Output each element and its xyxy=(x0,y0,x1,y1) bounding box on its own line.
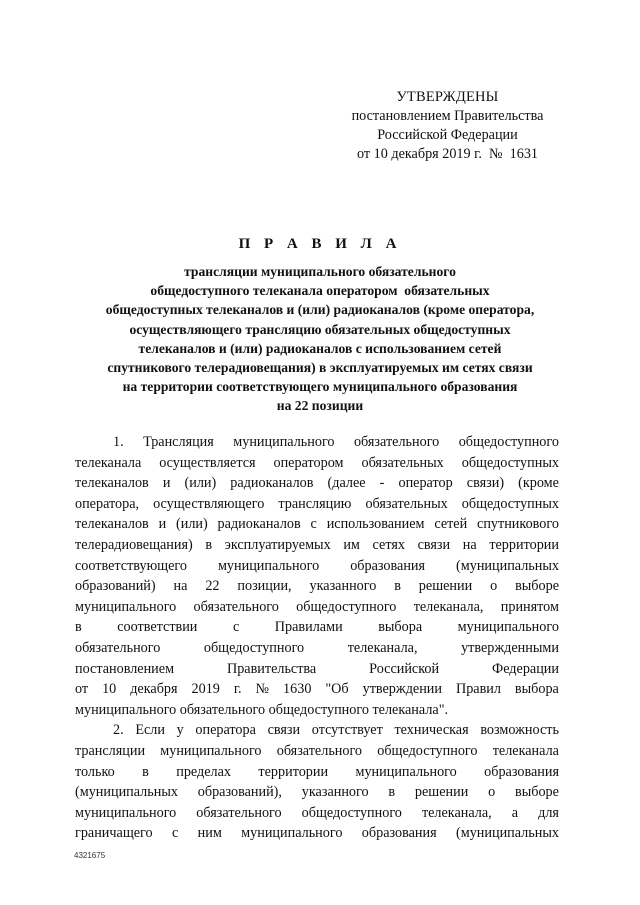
body-line xyxy=(75,556,559,577)
body-line xyxy=(75,741,559,762)
word: и xyxy=(162,475,171,492)
word: им xyxy=(343,536,360,553)
document-code: 4321675 xyxy=(74,851,106,860)
word: общедоступных xyxy=(461,454,559,471)
body-line xyxy=(75,597,559,618)
word: образований), xyxy=(197,784,282,801)
word: общедоступного xyxy=(301,804,402,821)
subtitle-line: осуществляющего трансляцию обязательных общедоступных xyxy=(129,321,511,337)
word: (или) xyxy=(184,475,217,492)
word: трансляции xyxy=(75,742,146,759)
body-line xyxy=(75,659,559,680)
word: осуществляющего xyxy=(153,495,265,512)
word: от xyxy=(75,681,89,698)
word: обязательного xyxy=(276,742,363,759)
word: решении xyxy=(418,578,473,595)
word: пределах xyxy=(176,763,232,780)
word: № xyxy=(255,681,270,698)
subtitle-line: спутникового телерадиовещания) в эксплуатируемых им сетях связи xyxy=(107,360,533,376)
word: муниципального xyxy=(217,557,320,574)
word: позиции, xyxy=(237,578,292,595)
word: а xyxy=(511,804,519,821)
approval-stamp xyxy=(330,88,565,164)
word: "Об xyxy=(325,681,349,698)
word: общедоступного xyxy=(296,598,397,615)
word: решении xyxy=(414,784,469,801)
word: с xyxy=(310,516,317,533)
word: Если xyxy=(135,722,165,739)
body-line xyxy=(75,535,559,556)
word: возможность xyxy=(480,722,559,739)
word: телеканалов xyxy=(75,475,149,492)
word: муниципального xyxy=(75,804,177,821)
word: радиоканалов xyxy=(230,475,314,492)
subtitle-line: общедоступного телеканала оператором обязательных xyxy=(150,283,490,299)
word: соответствии xyxy=(117,619,198,636)
word: оператором xyxy=(273,454,344,471)
word: 1. xyxy=(113,434,124,450)
word: муниципального xyxy=(233,434,335,450)
word: постановлением xyxy=(75,660,175,677)
word: выборе xyxy=(515,784,559,801)
word: 2019 xyxy=(191,681,220,698)
word: связи) xyxy=(466,475,505,492)
body-line xyxy=(75,453,559,474)
word: (муниципальных xyxy=(75,784,178,801)
word: 1630 xyxy=(283,681,312,698)
word: выбора xyxy=(514,681,559,698)
word: с xyxy=(232,619,240,636)
word: 2. xyxy=(113,722,124,739)
word: Правилами xyxy=(274,619,343,636)
word: Правил xyxy=(455,681,501,698)
word: спутникового xyxy=(477,516,559,533)
word: осуществляется xyxy=(159,454,256,471)
word: у xyxy=(176,722,184,739)
body-line xyxy=(75,617,559,638)
body-line xyxy=(75,762,559,783)
word: 10 xyxy=(102,681,117,698)
subtitle-line: трансляции муниципального обязательного xyxy=(184,264,456,279)
body-line xyxy=(75,494,559,515)
word: обязательных xyxy=(365,495,448,512)
word: утверждении xyxy=(362,681,442,698)
word: связи xyxy=(267,722,301,739)
word: сетях xyxy=(372,536,405,553)
word: только xyxy=(75,763,115,780)
word: (муниципальных xyxy=(456,557,559,574)
word: принятом xyxy=(500,598,559,615)
body-line xyxy=(75,576,559,597)
word: эксплуатируемых xyxy=(224,536,331,553)
subtitle-line: на территории соответствующего муниципального образования xyxy=(122,379,518,395)
word: обязательного xyxy=(196,804,282,821)
word: на xyxy=(462,536,477,553)
word: отсутствует xyxy=(311,722,383,739)
word: соответствующего xyxy=(75,557,187,574)
word: Трансляция xyxy=(143,434,214,450)
word: 22 xyxy=(205,578,220,595)
word: о xyxy=(490,578,498,595)
body-line xyxy=(75,679,559,700)
word: общедоступного xyxy=(377,742,478,759)
word: общедоступного xyxy=(458,434,559,450)
word: указанного xyxy=(309,578,377,595)
subtitle-line: на 22 позиции xyxy=(276,398,364,414)
word: муниципального xyxy=(160,742,262,759)
word: образования xyxy=(350,557,426,574)
body-line xyxy=(75,432,559,453)
word: муниципального xyxy=(241,825,343,842)
word: радиоканалов xyxy=(217,516,301,533)
body-line xyxy=(75,823,559,844)
word: обязательных xyxy=(361,454,444,471)
paragraph-2 xyxy=(75,720,559,844)
word: декабря xyxy=(130,681,178,698)
word: в xyxy=(75,619,82,636)
word: муниципального xyxy=(75,598,177,615)
word: - xyxy=(379,475,385,492)
word: (далее xyxy=(327,475,366,492)
word: образования xyxy=(484,763,559,780)
approval-line: постановлением Правительства xyxy=(351,108,544,124)
word: сетей xyxy=(434,516,468,533)
word: Российской xyxy=(369,660,440,677)
word: телеканала xyxy=(75,454,142,471)
body-line xyxy=(75,638,559,659)
word: территории xyxy=(489,536,559,553)
body-line xyxy=(75,803,559,824)
word: техническая xyxy=(394,722,469,739)
document-title: П Р А В И Л А xyxy=(238,236,402,252)
word: с xyxy=(171,825,179,842)
word: граничащего xyxy=(75,825,153,842)
word: в xyxy=(142,763,149,780)
word: ним xyxy=(197,825,222,842)
approval-heading: УТВЕРЖДЕНЫ xyxy=(396,89,499,105)
word: оператора, xyxy=(75,495,140,512)
word: телерадиовещания) xyxy=(75,536,193,553)
word: образований) xyxy=(75,578,156,595)
word: в xyxy=(205,536,213,553)
word: муниципального xyxy=(355,763,457,780)
word: Федерации xyxy=(491,660,559,677)
word: телеканала, xyxy=(413,598,484,615)
word: Правительства xyxy=(226,660,317,677)
word: г. xyxy=(233,681,242,698)
word: и xyxy=(158,516,167,533)
word: территории xyxy=(258,763,329,780)
word: общедоступных xyxy=(461,495,559,512)
word: связи xyxy=(417,536,451,553)
approval-line: от 10 декабря 2019 г. № 1631 xyxy=(356,146,539,162)
word: обязательного xyxy=(193,598,279,615)
word: указанного xyxy=(301,784,369,801)
word: образования xyxy=(361,825,437,842)
word: (кроме xyxy=(518,475,559,492)
word: оператора xyxy=(195,722,256,739)
paragraph-1 xyxy=(75,432,559,720)
approval-line: Российской Федерации xyxy=(377,127,518,143)
word: для xyxy=(538,804,559,821)
body-line: муниципального обязательного общедоступного телеканала". xyxy=(75,701,449,718)
word: обязательного xyxy=(75,639,161,656)
word: на xyxy=(173,578,188,595)
word: оператор xyxy=(398,475,453,492)
body-line xyxy=(75,514,559,535)
word: телеканала, xyxy=(347,639,418,656)
word: выбора xyxy=(378,619,423,636)
word: общедоступного xyxy=(203,639,305,656)
document-subtitle xyxy=(60,262,580,416)
word: выборе xyxy=(515,578,559,595)
subtitle-line: телеканалов и (или) радиоканалов с использованием сетей xyxy=(138,340,502,356)
word: использованием xyxy=(326,516,425,533)
body-line xyxy=(75,473,559,494)
word: телеканала xyxy=(492,742,559,759)
word: телеканалов xyxy=(75,516,149,533)
word: муниципального xyxy=(457,619,559,636)
word: обязательного xyxy=(353,434,440,450)
body-line xyxy=(75,782,559,803)
word: (муниципальных xyxy=(456,825,559,842)
word: телеканала, xyxy=(421,804,492,821)
word: о xyxy=(488,784,496,801)
word: (или) xyxy=(176,516,208,533)
word: утвержденными xyxy=(461,639,559,656)
word: трансляцию xyxy=(278,495,352,512)
word: в xyxy=(394,578,401,595)
body-line xyxy=(75,720,559,741)
word: в xyxy=(388,784,396,801)
document-body xyxy=(75,432,559,844)
subtitle-line: общедоступных телеканалов и (или) радиоканалов (кроме оператора, xyxy=(105,302,535,318)
